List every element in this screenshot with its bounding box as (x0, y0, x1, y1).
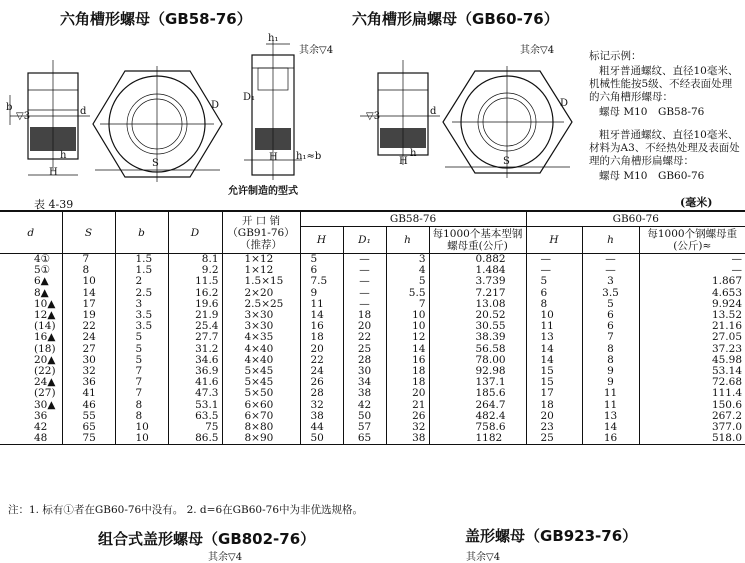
table-cell: 137.1 (429, 377, 526, 388)
table-cell: 9 (582, 366, 639, 377)
table-cell: 1×12 (222, 265, 300, 276)
table-cell: 6×70 (222, 411, 300, 422)
table-cell: 23 (526, 422, 582, 433)
table-cell: 3.5 (115, 310, 168, 321)
table-cell: 38 (386, 433, 429, 445)
table-cell: 57 (343, 422, 386, 433)
table-cell: — (343, 299, 386, 310)
table-cell: 56.58 (429, 344, 526, 355)
table-cell: 3.5 (582, 288, 639, 299)
table-cell: 16.2 (168, 288, 222, 299)
table-cell: 7 (115, 377, 168, 388)
label-v3-left: ▽3 (16, 111, 31, 122)
label-H-allowed: H (269, 152, 278, 163)
table-cell: 18 (526, 400, 582, 411)
table-cell: 46 (62, 400, 115, 411)
table-cell: — (526, 265, 582, 276)
table-cell: — (639, 254, 745, 266)
th-b: b (115, 211, 168, 254)
table-cell: 32 (386, 422, 429, 433)
table-cell: 5 (115, 355, 168, 366)
th-gb60: GB60-76 (526, 211, 745, 227)
marking-ex1-mark: 螺母 M10 GB58-76 (599, 106, 705, 118)
table-cell: 7 (115, 388, 168, 399)
table-cell: 13 (526, 332, 582, 343)
spec-table (0, 210, 745, 445)
table-cell: 47.3 (168, 388, 222, 399)
table-cell: 6▲ (34, 275, 49, 288)
table-row (0, 355, 745, 366)
table-cell: 3×30 (222, 310, 300, 321)
table-cell: 15 (526, 366, 582, 377)
table-cell: 8 (115, 411, 168, 422)
marking-ex2-mark: 螺母 M10 GB60-76 (599, 170, 705, 182)
table-cell: 10 (386, 310, 429, 321)
table-cell: 22 (62, 321, 115, 332)
table-cell: — (343, 265, 386, 276)
table-cell: 18 (386, 366, 429, 377)
table-cell: 6 (526, 288, 582, 299)
table-cell: — (343, 254, 386, 266)
table-cell: 4×35 (222, 332, 300, 343)
table-cell: 5 (582, 299, 639, 310)
table-cell: 8 (582, 355, 639, 366)
th-h: h (386, 227, 429, 254)
table-cell: 2×20 (222, 288, 300, 299)
table-cell: 9 (300, 288, 343, 299)
table-cell: 10 (526, 310, 582, 321)
label-allowed-shape: 允许制造的型式 (228, 186, 298, 197)
table-cell: 14 (386, 344, 429, 355)
table-row (0, 344, 745, 355)
table-row (0, 366, 745, 377)
table-cell: 36.9 (168, 366, 222, 377)
table-cell: — (582, 265, 639, 276)
table-cell: (18) (34, 342, 56, 355)
table-cell: 15 (526, 377, 582, 388)
th-h60: h (582, 227, 639, 254)
table-cell: 4×40 (222, 344, 300, 355)
table-cell: 86.5 (168, 433, 222, 445)
table-cell: 518.0 (639, 433, 745, 445)
table-cell: 5 (386, 276, 429, 287)
marking-heading: 标记示例： (589, 50, 642, 62)
table-cell: 6×60 (222, 400, 300, 411)
th-w58: 每1000个基本型钢螺母重(公斤) (429, 227, 526, 254)
table-cell: 38.39 (429, 332, 526, 343)
table-cell: 27 (62, 344, 115, 355)
table-cell: 8▲ (34, 286, 49, 299)
table-cell: 27.05 (639, 332, 745, 343)
table-cell: 9.924 (639, 299, 745, 310)
table-cell: 16 (386, 355, 429, 366)
table-label: 表 4-39 (34, 198, 74, 211)
table-cell: 8 (115, 400, 168, 411)
table-cell: 8×80 (222, 422, 300, 433)
table-cell: 1.5 (115, 254, 168, 266)
table-cell: 11 (300, 299, 343, 310)
table-cell: 30 (343, 366, 386, 377)
table-cell: 20.52 (429, 310, 526, 321)
table-cell: 25.4 (168, 321, 222, 332)
table-cell: 26 (386, 411, 429, 422)
table-cell: 8 (582, 344, 639, 355)
th-H: H (300, 227, 343, 254)
label-h1: h₁ (268, 33, 279, 44)
table-cell: 1×12 (222, 254, 300, 266)
table-cell: 7.5 (300, 276, 343, 287)
table-cell: 18 (300, 332, 343, 343)
table-row (0, 299, 745, 310)
table-cell: 8×90 (222, 433, 300, 445)
table-cell: 14 (526, 355, 582, 366)
table-cell: 13.08 (429, 299, 526, 310)
table-cell: 3 (115, 299, 168, 310)
table-cell: 11 (582, 400, 639, 411)
table-cell: 5×45 (222, 366, 300, 377)
table-cell: 10 (62, 276, 115, 287)
table-cell: 14 (300, 310, 343, 321)
table-cell: 92.98 (429, 366, 526, 377)
label-v3-mid: ▽3 (366, 111, 381, 122)
table-cell: 50 (300, 433, 343, 445)
label-rest-bottom-left: 其余▽4 (208, 552, 243, 563)
label-h1-eq-b: h₁≈b (296, 151, 322, 162)
label-D1: D₁ (243, 92, 256, 103)
table-cell: 17 (526, 388, 582, 399)
table-cell: 75 (168, 422, 222, 433)
table-cell: 5×50 (222, 388, 300, 399)
table-cell: 38 (300, 411, 343, 422)
th-H60: H (526, 227, 582, 254)
table-cell: 24 (62, 332, 115, 343)
table-cell: 25 (526, 433, 582, 445)
table-row (0, 321, 745, 332)
table-cell: 41 (62, 388, 115, 399)
table-cell: 8 (62, 265, 115, 276)
table-cell: 5×45 (222, 377, 300, 388)
table-cell: 7 (62, 254, 115, 266)
table-cell: 14 (62, 288, 115, 299)
table-cell: 8.1 (168, 254, 222, 266)
table-cell: 150.6 (639, 400, 745, 411)
th-gb58: GB58-76 (300, 211, 526, 227)
th-w60: 每1000个钢螺母重(公斤)≈ (639, 227, 745, 254)
table-cell: 9.2 (168, 265, 222, 276)
label-D-mid: D (560, 98, 569, 109)
table-cell: 75 (62, 433, 115, 445)
table-cell: 5① (34, 264, 51, 277)
table-cell: 10 (115, 422, 168, 433)
marking-ex2-text: 粗牙普通螺纹、直径10毫米、材料为A3、不经热处理及表面处理的六角槽形扁螺母： (589, 129, 740, 167)
table-row (0, 433, 745, 445)
table-cell: 20 (343, 321, 386, 332)
table-cell: 21.9 (168, 310, 222, 321)
table-cell: 1.5 (115, 265, 168, 276)
table-row (0, 411, 745, 422)
unit-label: (毫米) (680, 196, 713, 209)
table-cell: 12 (386, 332, 429, 343)
title-gb923: 盖形螺母（GB923-76） (465, 527, 638, 545)
table-cell: 4① (34, 253, 51, 265)
table-cell: 2.5 (115, 288, 168, 299)
table-cell: 1.867 (639, 276, 745, 287)
marking-example (589, 50, 741, 185)
marking-ex1-text: 粗牙普通螺纹、直径10毫米、机械性能按5级、不经表面处理的六角槽形螺母： (589, 65, 739, 103)
table-cell: 36 (34, 409, 48, 422)
th-d: d (0, 211, 62, 254)
label-h-mid: h (410, 148, 417, 159)
table-cell: 3.5 (115, 321, 168, 332)
table-cell: 22 (300, 355, 343, 366)
table-cell: 13 (582, 411, 639, 422)
table-cell: 4 (386, 265, 429, 276)
table-cell: 482.4 (429, 411, 526, 422)
table-cell: (22) (34, 365, 56, 378)
table-row (0, 276, 745, 287)
table-cell: 30▲ (34, 398, 56, 411)
table-cell: 17 (62, 299, 115, 310)
table-cell: 11 (582, 388, 639, 399)
table-cell: 5.5 (386, 288, 429, 299)
table-cell: 65 (343, 433, 386, 445)
table-cell: 4.653 (639, 288, 745, 299)
table-cell: 32 (300, 400, 343, 411)
table-cell: 10 (115, 433, 168, 445)
table-cell: 6 (300, 265, 343, 276)
table-cell: 267.2 (639, 411, 745, 422)
table-cell: 28 (300, 388, 343, 399)
th-S: S (62, 211, 115, 254)
label-h-left: h (60, 150, 67, 161)
table-cell: 24 (300, 366, 343, 377)
table-cell: (27) (34, 387, 56, 400)
table-cell: 31.2 (168, 344, 222, 355)
table-cell: 2.5×25 (222, 299, 300, 310)
th-D1: D₁ (343, 227, 386, 254)
title-gb60: 六角槽形扁螺母（GB60-76） (352, 10, 559, 28)
table-row (0, 400, 745, 411)
table-cell: 42 (343, 400, 386, 411)
table-row (0, 254, 745, 266)
table-cell: — (343, 288, 386, 299)
label-H-mid: H (399, 156, 408, 167)
table-cell: 1.5×15 (222, 276, 300, 287)
table-cell: — (582, 254, 639, 266)
table-cell: 7 (582, 332, 639, 343)
label-rest-bottom-right: 其余▽4 (466, 552, 501, 563)
label-d-left: d (80, 106, 87, 117)
table-row (0, 388, 745, 399)
table-cell: 53.14 (639, 366, 745, 377)
table-cell: 50 (343, 411, 386, 422)
table-cell: 63.5 (168, 411, 222, 422)
table-cell: 20▲ (34, 353, 56, 366)
table-row (0, 288, 745, 299)
table-cell: 3 (386, 254, 429, 266)
label-S-left: S (152, 158, 159, 169)
table-cell: 185.6 (429, 388, 526, 399)
table-cell: 14 (582, 422, 639, 433)
table-cell: 44 (300, 422, 343, 433)
table-cell: 16▲ (34, 331, 56, 344)
table-cell: — (639, 265, 745, 276)
table-cell: 0.882 (429, 254, 526, 266)
table-cell: 20 (526, 411, 582, 422)
table-cell: 16 (582, 433, 639, 445)
table-row (0, 265, 745, 276)
table-cell: 24▲ (34, 376, 56, 389)
table-cell: 6 (582, 310, 639, 321)
table-cell: 38 (343, 388, 386, 399)
label-d-mid: d (430, 106, 437, 117)
table-cell: 4×40 (222, 355, 300, 366)
table-cell: 37.23 (639, 344, 745, 355)
table-cell: 42 (34, 421, 48, 434)
table-cell: 2 (115, 276, 168, 287)
table-cell: 5 (115, 344, 168, 355)
table-cell: 264.7 (429, 400, 526, 411)
table-cell: 32 (62, 366, 115, 377)
table-cell: 10 (386, 321, 429, 332)
table-cell: 19.6 (168, 299, 222, 310)
table-cell: 1.484 (429, 265, 526, 276)
table-cell: 30 (62, 355, 115, 366)
table-cell: 34.6 (168, 355, 222, 366)
th-pin: 开 口 销（GB91-76）（推荐） (222, 211, 300, 254)
table-cell: 6 (582, 321, 639, 332)
table-cell: 5 (115, 332, 168, 343)
label-rest-mid: 其余▽4 (520, 45, 555, 56)
table-cell: 11.5 (168, 276, 222, 287)
table-cell: 21.16 (639, 321, 745, 332)
table-cell: 25 (343, 344, 386, 355)
table-cell: 28 (343, 355, 386, 366)
table-row (0, 422, 745, 433)
table-cell: 7 (115, 366, 168, 377)
label-b: b (6, 102, 13, 113)
table-cell: 1182 (429, 433, 526, 445)
table-cell: 3.739 (429, 276, 526, 287)
table-cell: 9 (582, 377, 639, 388)
table-cell: — (526, 254, 582, 266)
table-cell: 5 (300, 254, 343, 266)
table-cell: 45.98 (639, 355, 745, 366)
table-cell: — (343, 276, 386, 287)
table-cell: 12▲ (34, 309, 56, 322)
table-cell: 34 (343, 377, 386, 388)
table-cell: 14 (526, 344, 582, 355)
table-cell: (14) (34, 320, 56, 333)
table-cell: 19 (62, 310, 115, 321)
table-cell: 48 (0, 433, 62, 445)
label-rest-left: 其余▽4 (299, 45, 334, 56)
table-cell: 7 (386, 299, 429, 310)
table-cell: 20 (386, 388, 429, 399)
table-cell: 18 (386, 377, 429, 388)
table-row (0, 377, 745, 388)
table-cell: 55 (62, 411, 115, 422)
label-S-mid: S (503, 156, 510, 167)
table-cell: 26 (300, 377, 343, 388)
table-cell: 65 (62, 422, 115, 433)
title-gb58: 六角槽形螺母（GB58-76） (60, 10, 252, 28)
table-cell: 36 (62, 377, 115, 388)
table-cell: 10▲ (34, 297, 56, 310)
table-row (0, 310, 745, 321)
table-cell: 377.0 (639, 422, 745, 433)
table-cell: 21 (386, 400, 429, 411)
table-cell: 11 (526, 321, 582, 332)
table-row (0, 332, 745, 343)
table-cell: 41.6 (168, 377, 222, 388)
table-cell: 758.6 (429, 422, 526, 433)
table-cell: 3 (582, 276, 639, 287)
table-cell: 13.52 (639, 310, 745, 321)
table-cell: 16 (300, 321, 343, 332)
footnote: 注：1. 标有①者在GB60-76中没有。 2. d=6在GB60-76中为非优选规格。 (8, 504, 363, 516)
table-cell: 111.4 (639, 388, 745, 399)
th-D: D (168, 211, 222, 254)
table-cell: 7.217 (429, 288, 526, 299)
table-cell: 78.00 (429, 355, 526, 366)
table-cell: 22 (343, 332, 386, 343)
table-cell: 30.55 (429, 321, 526, 332)
table-cell: 53.1 (168, 400, 222, 411)
label-D-left: D (211, 100, 220, 111)
table-cell: 72.68 (639, 377, 745, 388)
table-cell: 5 (526, 276, 582, 287)
table-cell: 8 (526, 299, 582, 310)
table-cell: 20 (300, 344, 343, 355)
table-cell: 27.7 (168, 332, 222, 343)
label-H-left: H (49, 167, 58, 178)
table-cell: 3×30 (222, 321, 300, 332)
table-cell: 18 (343, 310, 386, 321)
title-gb802: 组合式盖形螺母（GB802-76） (98, 530, 316, 548)
